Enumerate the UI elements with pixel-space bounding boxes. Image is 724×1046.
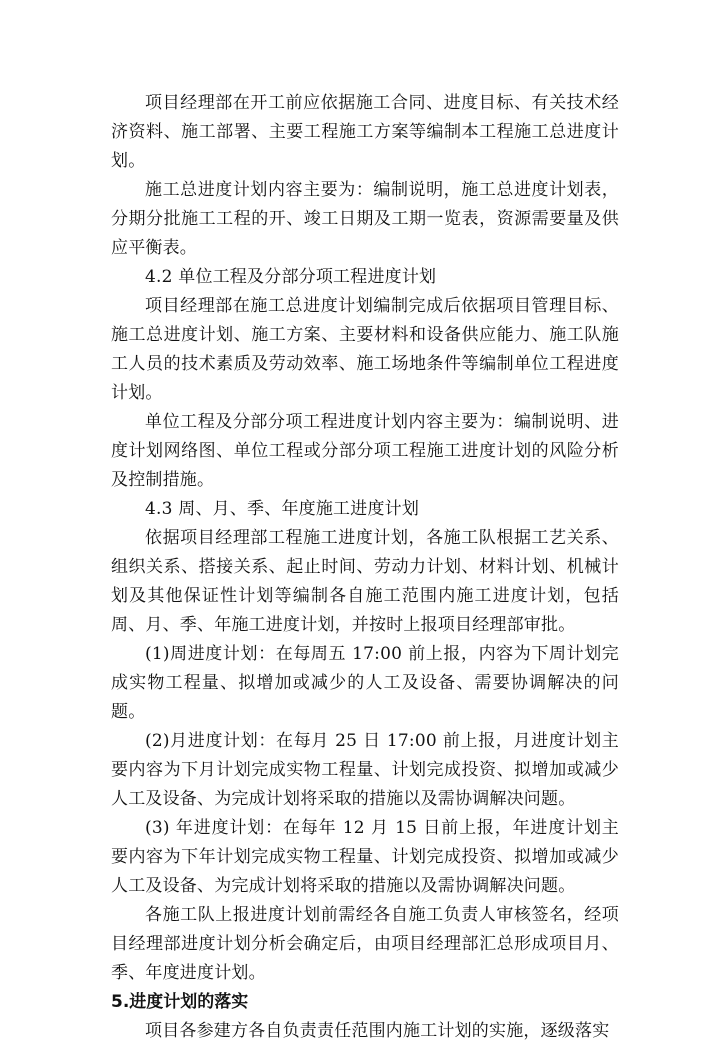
list-item-weekly: (1)周进度计划：在每周五 17:00 前上报，内容为下周计划完成实物工程量、拟增加或减少的人工及设备、需要协调解决的问题。: [111, 644, 619, 722]
paragraph-unit-schedule-basis: 项目经理部在施工总进度计划编制完成后依据项目管理目标、施工总进度计划、施工方案、主要材料和设备供应能力、施工队施工人员的技术素质及劳动效率、施工场地条件等编制单位工程进度计划。: [111, 296, 619, 403]
document-body: [111, 89, 619, 1046]
subheading-4-3: 4.3 周、月、季、年度施工进度计划: [145, 499, 420, 519]
paragraph-review-signoff: 各施工队上报进度计划前需经各自施工负责人审核签名，经项目经理部进度计划分析会确定后，由项目经理部汇总形成项目月、季、年度进度计划。: [111, 905, 619, 983]
list-item-yearly: (3) 年进度计划：在每年 12 月 15 日前上报，年进度计划主要内容为下年计划完成实物工程量、计划完成投资、拟增加或减少人工及设备、为完成计划将采取的措施以及需协调解决问题。: [111, 818, 619, 896]
paragraph-unit-schedule-content: 单位工程及分部分项工程进度计划内容主要为：编制说明、进度计划网络图、单位工程或分部分项工程施工进度计划的风险分析及控制措施。: [111, 412, 619, 490]
paragraph-implementation: 项目各参建方各自负责责任范围内施工计划的实施，逐级落实: [145, 1021, 610, 1041]
paragraph-periodic-schedule: 依据项目经理部工程施工进度计划，各施工队根据工艺关系、组织关系、搭接关系、起止时间、劳动力计划、材料计划、机械计划及其他保证性计划等编制各自施工范围内施工进度计划，包括周、月、季、年施工进度计划，并按时上报项目经理部审批。: [111, 528, 619, 635]
paragraph-master-schedule-content: 施工总进度计划内容主要为：编制说明，施工总进度计划表，分期分批施工工程的开、竣工日期及工期一览表，资源需要量及供应平衡表。: [111, 180, 619, 258]
section-heading-5: 5.进度计划的落实: [111, 992, 249, 1012]
subheading-4-2: 4.2 单位工程及分部分项工程进度计划: [145, 267, 437, 287]
paragraph-master-schedule-basis: 项目经理部在开工前应依据施工合同、进度目标、有关技术经济资料、施工部署、主要工程施工方案等编制本工程施工总进度计划。: [111, 93, 619, 171]
list-item-monthly: (2)月进度计划：在每月 25 日 17:00 前上报，月进度计划主要内容为下月计划完成实物工程量、计划完成投资、拟增加或减少人工及设备、为完成计划将采取的措施以及需协调解决问题。: [111, 731, 619, 809]
